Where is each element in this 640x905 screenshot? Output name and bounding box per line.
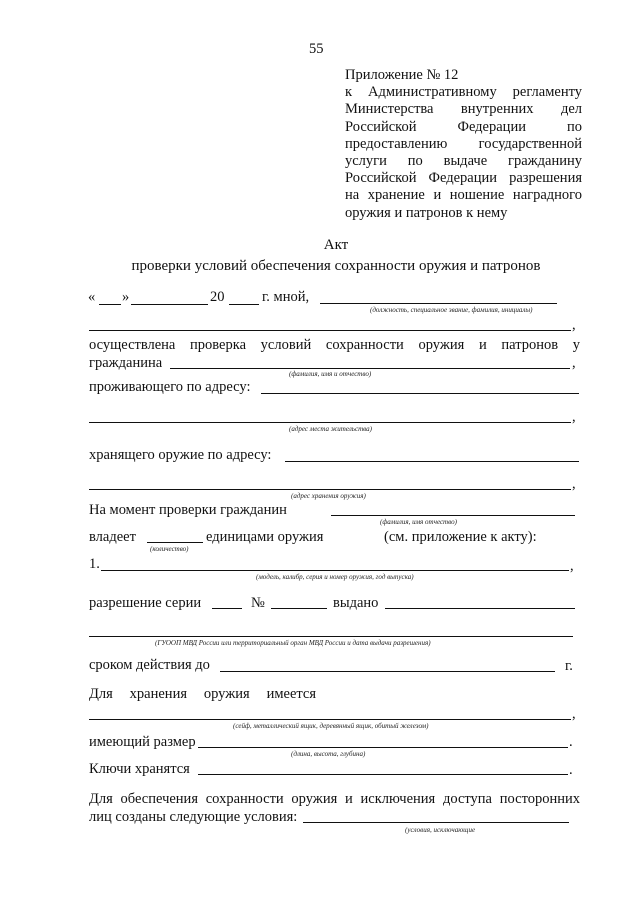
date-close-quote: »	[122, 289, 130, 305]
month-field[interactable]	[131, 304, 208, 305]
caption-safe: (сейф, металлический ящик, деревянный ящик, обитый железом)	[233, 722, 429, 730]
validity-label: сроком действия до	[89, 657, 210, 673]
storage-type-field[interactable]	[89, 719, 571, 720]
caption-residence: (адрес места жительства)	[289, 425, 372, 433]
issued-label: выдано	[333, 595, 379, 611]
comma: ,	[572, 476, 576, 492]
keys-field[interactable]	[198, 774, 568, 775]
caption-fio: (фамилия, имя и отчество)	[289, 370, 372, 378]
residing-label: проживающего по адресу:	[89, 379, 251, 395]
appendix-line: на хранение и ношение наградного	[345, 187, 582, 204]
permit-series-label: разрешение серии	[89, 595, 202, 611]
appendix-header	[345, 67, 582, 222]
storage-address-field[interactable]	[285, 461, 579, 462]
caption-storage: (адрес хранения оружия)	[291, 492, 366, 500]
caption-dims: (длина, высота, глубина)	[291, 750, 366, 758]
year-prefix: 20	[210, 289, 225, 305]
citizen-name-field[interactable]	[170, 368, 570, 369]
storing-label: хранящего оружие по адресу:	[89, 447, 272, 463]
quantity-field[interactable]	[147, 542, 203, 543]
conditions-field[interactable]	[303, 822, 569, 823]
comma: ,	[572, 355, 576, 371]
residence-field-continued[interactable]	[89, 422, 571, 423]
moment-label: На момент проверки гражданин	[89, 502, 287, 518]
position-field-continued[interactable]	[89, 330, 571, 331]
appendix-line: Приложение № 12	[345, 67, 459, 83]
caption-quantity: (количество)	[150, 545, 189, 553]
appendix-line: Министерства внутренних дел	[345, 101, 582, 118]
act-subtitle: проверки условий обеспечения сохранности оружия и патронов	[131, 258, 541, 274]
period: .	[569, 762, 573, 778]
appendix-line: Российской Федерации разрешения	[345, 170, 582, 187]
issued-by-field[interactable]	[385, 608, 575, 609]
appendix-line: к Административному регламенту	[345, 84, 582, 101]
owns-label: владеет	[89, 529, 136, 545]
caption-fio-2: (фамилия, имя отчество)	[380, 518, 457, 526]
page-number: 55	[309, 41, 324, 57]
storage-text: Для хранения оружия имеется	[89, 686, 316, 702]
final-text-line-1: Для обеспечения сохранности оружия и исключения доступа посторонних	[89, 791, 580, 807]
year-field[interactable]	[229, 304, 259, 305]
comma: ,	[570, 558, 574, 574]
comma: ,	[572, 317, 576, 333]
permit-number-field[interactable]	[271, 608, 327, 609]
final-text-line-2: лиц созданы следующие условия:	[89, 809, 298, 825]
date-open-quote: «	[88, 289, 96, 305]
permit-series-field[interactable]	[212, 608, 242, 609]
validity-field[interactable]	[220, 671, 555, 672]
position-field[interactable]	[320, 303, 557, 304]
caption-model: (модель, калибр, серия и номер оружия, год выпуска)	[256, 573, 414, 581]
citizen-label: гражданина	[89, 355, 163, 371]
citizen-name-field-2[interactable]	[331, 515, 575, 516]
size-label: имеющий размер	[89, 734, 196, 750]
storage-address-field-continued[interactable]	[89, 489, 571, 490]
see-appendix-label: (см. приложение к акту):	[384, 529, 537, 545]
appendix-line: услуги по выдаче гражданину	[345, 153, 582, 170]
caption-position: (должность, специальное звание, фамилия, инициалы)	[370, 306, 533, 314]
comma: ,	[572, 409, 576, 425]
day-field[interactable]	[99, 304, 121, 305]
caption-conditions: (условия, исключающие	[405, 826, 476, 834]
appendix-line: предоставлению государственной	[345, 135, 582, 152]
by-me-label: г. мной,	[262, 289, 310, 305]
keys-label: Ключи хранятся	[89, 761, 190, 777]
issued-by-field-continued[interactable]	[89, 636, 573, 637]
comma: ,	[572, 706, 576, 722]
weapon-model-field[interactable]	[101, 570, 569, 571]
year-suffix: г.	[565, 658, 573, 674]
number-sign: №	[251, 595, 265, 611]
appendix-line: оружия и патронов к нему	[345, 204, 508, 221]
units-label: единицами оружия	[206, 529, 324, 545]
appendix-line: Российской Федерации по	[345, 118, 582, 135]
period: .	[569, 734, 573, 750]
inspection-text: осуществлена проверка условий сохранности оружия и патронов у	[89, 337, 580, 353]
item-number: 1.	[89, 556, 100, 572]
size-field[interactable]	[198, 747, 568, 748]
act-title: Акт	[323, 237, 349, 253]
caption-authority: (ГУООП МВД России или территориальный орган МВД России и дата выдачи разрешения)	[155, 639, 431, 647]
residence-field[interactable]	[261, 393, 579, 394]
